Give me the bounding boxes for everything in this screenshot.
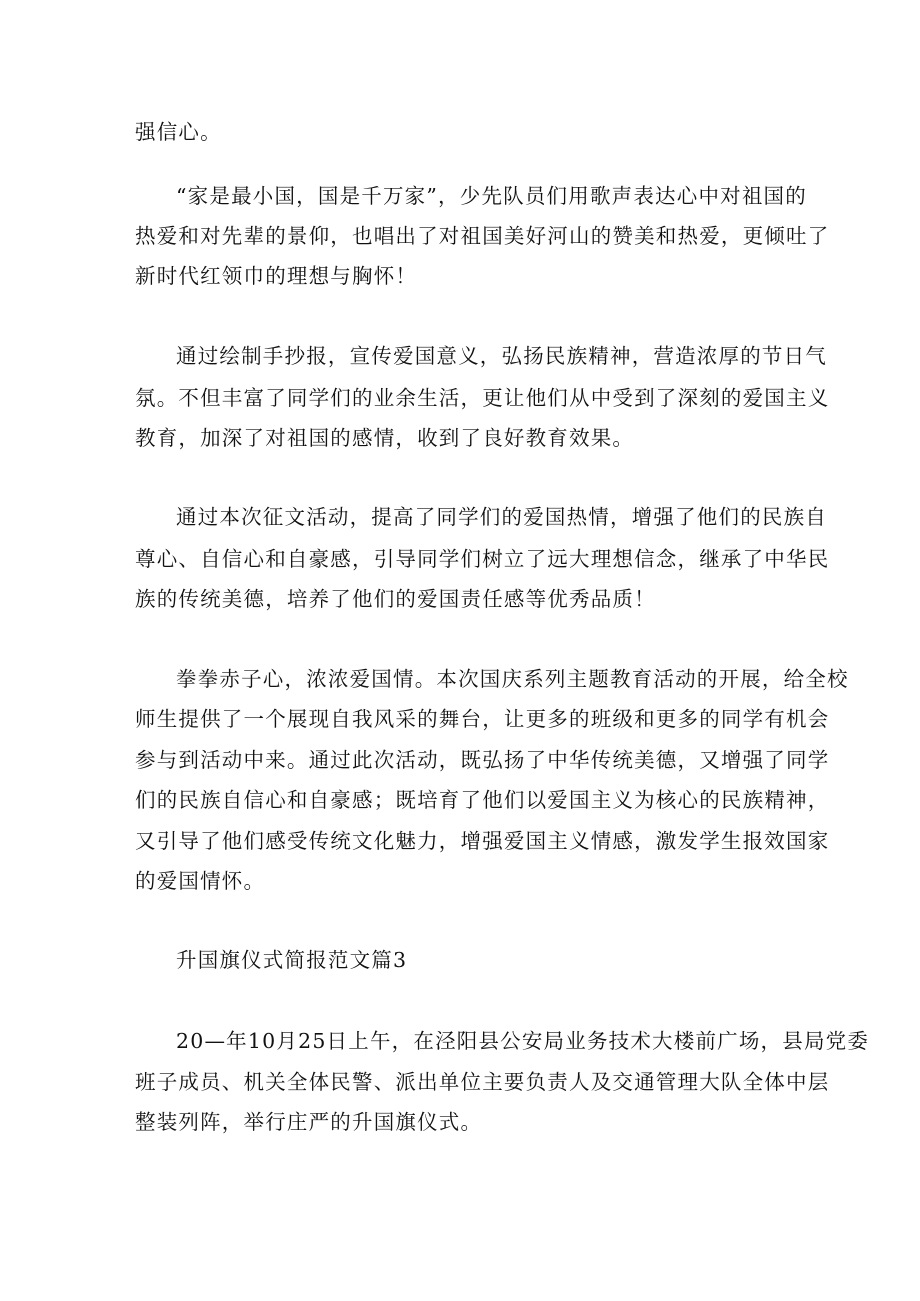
- paragraph-line: 尊心、自信心和自豪感，引导同学们树立了远大理想信念，继承了中华民: [135, 547, 830, 571]
- paragraph-line: 通过绘制手抄报，宣传爱国意义，弘扬民族精神，营造浓厚的节日气: [176, 344, 827, 368]
- paragraph-line: 班子成员、机关全体民警、派出单位主要负责人及交通管理大队全体中层: [135, 1070, 830, 1094]
- paragraph-line: 的爱国情怀。: [135, 869, 266, 893]
- paragraph-line: 参与到活动中来。通过此次活动，既弘扬了中华传统美德，又增强了同学: [135, 748, 830, 772]
- paragraph-line: 强信心。: [135, 120, 222, 144]
- paragraph-line: 师生提供了一个展现自我风采的舞台，让更多的班级和更多的同学有机会: [135, 707, 830, 731]
- paragraph-line: 教育，加深了对祖国的感情，收到了良好教育效果。: [135, 426, 635, 450]
- paragraph-line: 20—年10月25日上午，在泾阳县公安局业务技术大楼前广场，县局党委: [176, 1029, 870, 1053]
- paragraph-line: “家是最小国，国是千万家”，少先队员们用歌声表达心中对祖国的: [176, 184, 807, 208]
- section-heading: 升国旗仪式简报范文篇3: [176, 948, 408, 972]
- paragraph-line: 通过本次征文活动，提高了同学们的爱国热情，增强了他们的民族自: [176, 505, 827, 529]
- paragraph-line: 氛。不但丰富了同学们的业余生活，更让他们从中受到了深刻的爱国主义: [135, 386, 830, 410]
- paragraph-line: 拳拳赤子心，浓浓爱国情。本次国庆系列主题教育活动的开展，给全校: [176, 667, 849, 691]
- paragraph-line: 整装列阵，举行庄严的升国旗仪式。: [135, 1110, 483, 1134]
- paragraph-line: 又引导了他们感受传统文化魅力，增强爱国主义情感，激发学生报效国家: [135, 829, 830, 853]
- paragraph-line: 们的民族自信心和自豪感；既培育了他们以爱国主义为核心的民族精神，: [135, 788, 830, 812]
- paragraph-line: 热爱和对先辈的景仰，也唱出了对祖国美好河山的赞美和热爱，更倾吐了: [135, 224, 830, 248]
- paragraph-line: 族的传统美德，培养了他们的爱国责任感等优秀品质！: [135, 587, 656, 611]
- paragraph-line: 新时代红领巾的理想与胸怀！: [135, 264, 418, 288]
